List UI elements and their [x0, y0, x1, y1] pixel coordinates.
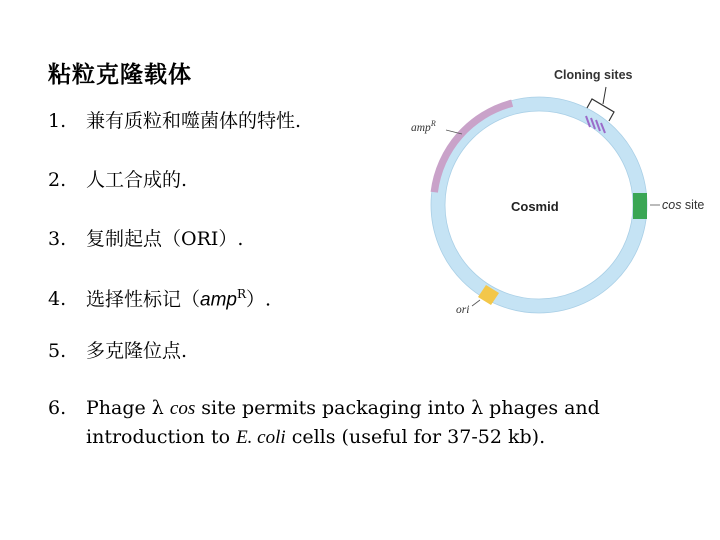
ori-label: ori: [456, 304, 470, 316]
item-text: 多克隆位点.: [86, 340, 188, 362]
item-text-e: introduction to: [86, 426, 237, 448]
cosmid-label: Cosmid: [511, 199, 559, 214]
item-number: 4.: [48, 288, 67, 311]
item-text-f: cells (useful for 37-52 kb).: [285, 426, 546, 448]
cloning-sites-label: Cloning sites: [554, 68, 633, 82]
amp-superscript: R: [236, 287, 247, 301]
item-text-d: phages and: [483, 397, 600, 419]
item-text-pre: 选择性标记（: [86, 288, 201, 311]
cos-label-rest: site: [681, 198, 705, 212]
item-number: 6.: [48, 397, 67, 419]
item-number: 5.: [48, 340, 67, 362]
amp-label-main: amp: [411, 122, 431, 134]
item-text-post: ）.: [246, 288, 272, 311]
amp-gene: amp: [200, 289, 237, 311]
item-number: 3.: [48, 228, 67, 250]
item-text: 人工合成的.: [86, 169, 188, 191]
slide-title: 粘粒克隆载体: [48, 62, 192, 88]
cloning-sites-pointer: [603, 87, 606, 104]
amp-label-sup: R: [430, 119, 436, 128]
cos-label-italic: cos: [662, 198, 682, 212]
item-number: 2.: [48, 169, 67, 191]
item-text: 复制起点（ORI）.: [86, 228, 244, 250]
cos-segment: [633, 193, 647, 219]
lambda-symbol: λ: [471, 397, 484, 419]
lambda-symbol: λ: [151, 397, 164, 419]
cos-text: cos: [169, 398, 196, 419]
ecoli-text: E. coli: [236, 427, 286, 448]
item-text: 兼有质粒和噬菌体的特性.: [86, 110, 302, 132]
ori-leader: [472, 300, 480, 306]
amp-label: [411, 119, 436, 134]
item-text-c: site permits packaging into: [195, 397, 472, 419]
item-number: 1.: [48, 110, 67, 132]
item-text-a: Phage: [86, 397, 152, 419]
cos-site-label: [662, 198, 704, 212]
